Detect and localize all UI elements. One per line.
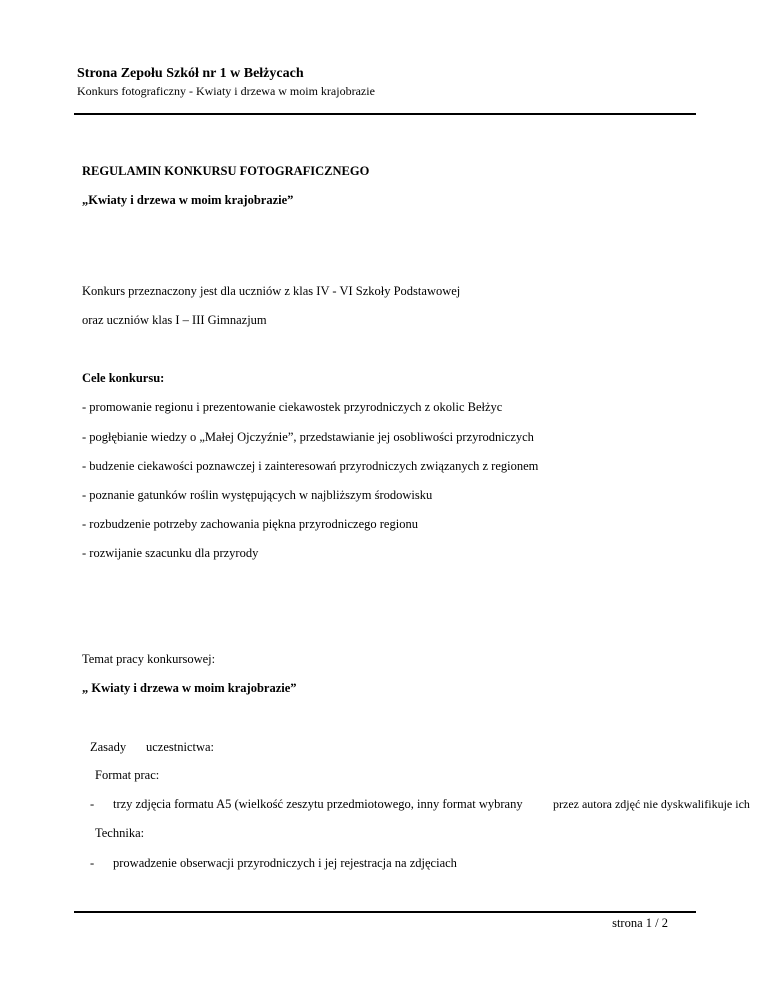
- format-item-part2: przez autora zdjęć nie dyskwalifikuje ich: [553, 797, 750, 811]
- topic-label: Temat pracy konkursowej:: [82, 652, 216, 666]
- audience-line-2: oraz uczniów klas I – III Gimnazjum: [82, 313, 267, 327]
- technique-bullet: -: [90, 856, 95, 870]
- goal-item: - pogłębianie wiedzy o „Małej Ojczyźnie”, przedstawianie jej osobliwości przyrodniczych: [82, 430, 534, 444]
- technique-label: Technika:: [95, 826, 145, 840]
- format-bullet: -: [90, 797, 95, 811]
- topic-title: „ Kwiaty i drzewa w moim krajobrazie”: [82, 681, 297, 695]
- goal-item: - rozwijanie szacunku dla przyrody: [82, 546, 259, 560]
- format-label: Format prac:: [95, 768, 160, 782]
- site-subtitle: Konkurs fotograficzny - Kwiaty i drzewa w moim krajobrazie: [77, 84, 375, 98]
- footer-divider: [74, 911, 696, 913]
- page-number: strona 1 / 2: [612, 916, 668, 930]
- site-title: Strona Zepołu Szkół nr 1 w Bełżycach: [77, 66, 304, 81]
- audience-line-1: Konkurs przeznaczony jest dla uczniów z klas IV - VI Szkoły Podstawowej: [82, 284, 461, 298]
- technique-item: prowadzenie obserwacji przyrodniczych i jej rejestracja na zdjęciach: [113, 856, 457, 870]
- participation-heading-word1: Zasady: [90, 740, 127, 754]
- goals-heading: Cele konkursu:: [82, 371, 165, 385]
- document-title: REGULAMIN KONKURSU FOTOGRAFICZNEGO: [82, 164, 370, 178]
- document-subtitle: „Kwiaty i drzewa w moim krajobrazie”: [82, 193, 294, 207]
- goal-item: - budzenie ciekawości poznawczej i zainteresowań przyrodniczych związanych z regionem: [82, 459, 539, 473]
- participation-heading-word2: uczestnictwa:: [146, 740, 215, 754]
- format-item-part1: trzy zdjęcia formatu A5 (wielkość zeszytu przedmiotowego, inny format wybrany: [113, 797, 523, 811]
- header-divider: [74, 113, 696, 115]
- goal-item: - rozbudzenie potrzeby zachowania piękna przyrodniczego regionu: [82, 517, 418, 531]
- goal-item: - promowanie regionu i prezentowanie ciekawostek przyrodniczych z okolic Bełżyc: [82, 400, 503, 414]
- goal-item: - poznanie gatunków roślin występujących w najbliższym środowisku: [82, 488, 433, 502]
